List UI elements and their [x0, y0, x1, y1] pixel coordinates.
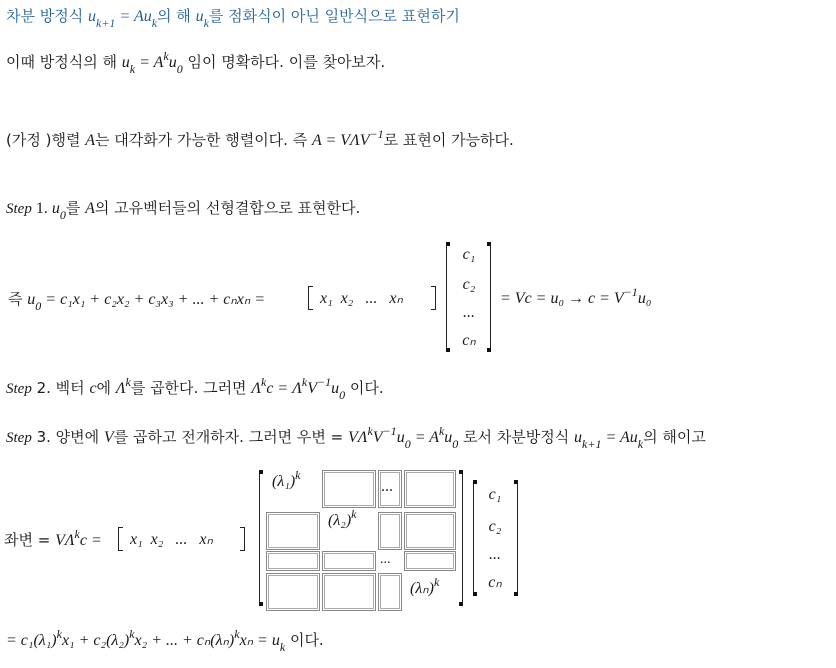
matrix-cell	[404, 470, 456, 508]
matrix-cell	[266, 512, 320, 550]
dots-text: ...	[380, 552, 391, 567]
row-bracket-left	[308, 286, 313, 310]
step3-line: Step 3. 양변에 V를 곱하고 전개하자. 그러면 우변 = $V\Lambda^kV^{-1}u_0 = A^ku_0$ 로서 차분방정식 $u_{k+1} = Au_k$의 해이고	[6, 424, 706, 451]
col-entry: c₂	[488, 518, 502, 535]
col-entry: c₂	[462, 276, 476, 293]
col-entry: ...	[463, 304, 475, 321]
row-bracket-right	[431, 286, 436, 310]
col-entry: ...	[489, 546, 501, 563]
eq2-lhs: 좌변 = $V\Lambda^kc$ =	[4, 527, 102, 549]
matrix-cell	[322, 551, 376, 571]
title-text: 차분 방정식	[6, 7, 88, 25]
title-eq: $u_{k+1} = Au_k$	[88, 8, 158, 30]
col-entry: cₙ	[462, 332, 476, 349]
page-title: 차분 방정식 $u_{k+1} = Au_k$의 해 $u_k$를 점화식이 아닌 일반식으로 표현하기	[6, 7, 460, 30]
col-bracket-left	[446, 242, 447, 352]
final-line: = $c_1(\lambda_1)^kx_1 + c_2(\lambda_2)^kx_2$ + ... + $c_n(\lambda_n)^kx_n = u_k$ 이다.	[6, 627, 324, 654]
eq1-rhs: = $Vc = u_0 \to c = V^{-1}u_0$	[500, 285, 652, 307]
diag-entry: $(\lambda_n)^k$	[410, 575, 440, 597]
matrix-cell	[404, 551, 456, 571]
col-entry: cₙ	[488, 574, 502, 591]
diag-entry: $(\lambda_2)^k$	[328, 507, 357, 529]
step2-line: Step 2. 벡터 c에 $\Lambda^k$를 곱한다. 그러면 $\Lambda^kc = \Lambda^kV^{-1}u_0$ 이다.	[6, 375, 384, 402]
matrix-cell	[322, 470, 376, 508]
assumption-line: (가정 )행렬 A는 대각화가 가능한 행렬이다. 즉 $A = V\Lambda V^{-1}$로 표현이 가능하다.	[6, 127, 514, 149]
matrix-cell	[266, 573, 320, 611]
diag-entry: $(\lambda_1)^k$	[272, 468, 301, 490]
col2-bracket-right	[517, 480, 518, 596]
matrix-cell	[378, 573, 402, 611]
row2-bracket-left	[118, 527, 123, 551]
dots-text: ...	[381, 478, 393, 495]
step1-line: Step 1. $u_0$를 A의 고유벡터들의 선형결합으로 표현한다.	[6, 199, 361, 222]
col2-bracket-left	[473, 480, 474, 596]
eq1-lhs: 즉 $u_0 = c_1x_1 + c_2x_2 + c_3x_3$ + ... + cₙxₙ =	[8, 290, 265, 313]
diag-bracket-right	[462, 470, 463, 606]
matrix-cell	[266, 551, 320, 571]
matrix-cell	[378, 512, 402, 550]
matrix-cell	[404, 512, 456, 550]
col-bracket-right	[490, 242, 491, 352]
diag-bracket-left	[259, 470, 260, 606]
col-entry: c₁	[488, 486, 502, 503]
eq1-row-vector: x₁ x₂ ... xₙ	[320, 290, 403, 307]
matrix-cell	[322, 573, 376, 611]
eq2-row-vector: x₁ x₂ ... xₙ	[130, 531, 213, 548]
col-entry: c₁	[462, 246, 476, 263]
intro-line: 이때 방정식의 해 $u_k = A^ku_0$ 임이 명확하다. 이를 찾아보자.	[6, 49, 386, 76]
row2-bracket-right	[240, 527, 245, 551]
